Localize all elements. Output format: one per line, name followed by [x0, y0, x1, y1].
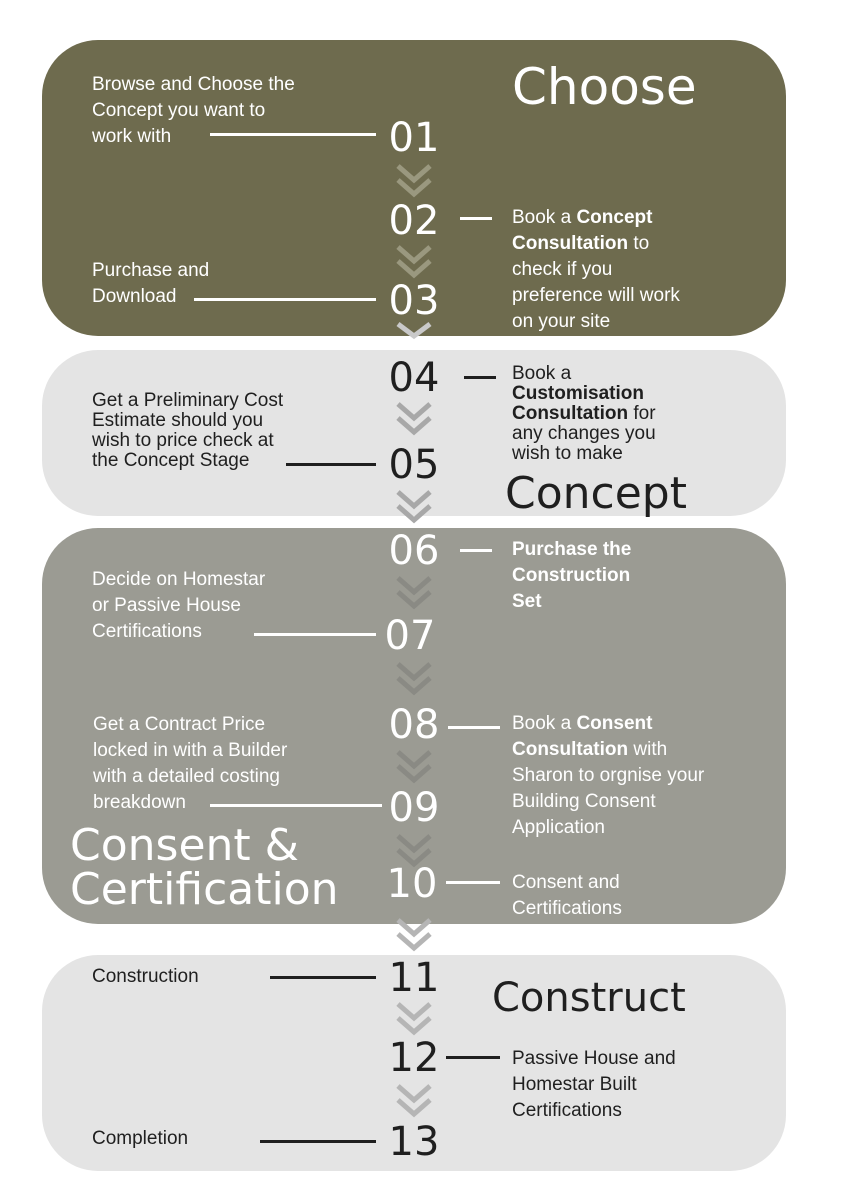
step-text-06: Purchase the Construction Set — [512, 539, 632, 612]
step-number-12: 12 — [388, 1035, 440, 1081]
chevron-down-icon — [398, 752, 430, 780]
connector-line-06 — [460, 549, 492, 552]
step-number-11: 11 — [388, 955, 440, 1001]
chevron-down-icon — [398, 1004, 430, 1032]
step-number-10: 10 — [386, 861, 438, 907]
heading-choose: Choose — [512, 58, 697, 116]
chevron-down-icon — [398, 324, 430, 336]
step-text-01: Browse and Choose the Concept you want to work with — [92, 74, 295, 147]
chevron-down-icon — [398, 578, 430, 606]
step-text-08: Book a Consent Consultation with Sharon to orgnise your Building Consent Application — [512, 713, 705, 838]
chevron-down-icon — [398, 404, 430, 432]
connector-line-11 — [270, 976, 376, 979]
connector-line-08 — [448, 726, 500, 729]
chevron-down-icon — [398, 1086, 430, 1114]
connector-line-02 — [460, 217, 492, 220]
step-number-06: 06 — [388, 528, 440, 574]
step-text-04: Book a Customisation Consultation for any changes you wish to make — [512, 363, 656, 464]
connector-line-13 — [260, 1140, 376, 1143]
step-text-10: Consent and Certifications — [512, 872, 622, 919]
chevron-down-icon — [398, 664, 430, 692]
heading-consent-line1: Consent & — [70, 820, 299, 871]
step-number-02: 02 — [388, 198, 440, 244]
connector-line-07 — [254, 633, 376, 636]
chevron-down-icon — [398, 920, 430, 948]
step-number-03: 03 — [388, 278, 440, 324]
step-number-05: 05 — [388, 442, 440, 488]
chevron-down-icon — [398, 247, 430, 275]
step-number-13: 13 — [388, 1119, 440, 1165]
step-number-09: 09 — [388, 785, 440, 831]
step-number-07: 07 — [384, 613, 436, 659]
chevron-down-icon — [398, 492, 430, 520]
step-text-11: Construction — [92, 966, 199, 987]
step-text-12: Passive House and Homestar Built Certifications — [512, 1048, 676, 1121]
step-text-03: Purchase and Download — [92, 260, 210, 307]
step-text-02: Book a Concept Consultation to check if you preference will work on your site — [512, 207, 680, 332]
step-text-13: Completion — [92, 1128, 189, 1149]
step-number-01: 01 — [388, 115, 440, 161]
connector-line-10 — [446, 881, 500, 884]
connector-line-03 — [194, 298, 376, 301]
step-text-05: Get a Preliminary Cost Estimate should you wish to price check at the Concept Stage — [92, 390, 284, 471]
heading-concept: Concept — [505, 468, 687, 519]
heading-consent-line2: Certification — [70, 864, 339, 915]
connector-line-12 — [446, 1056, 500, 1059]
step-number-08: 08 — [388, 702, 440, 748]
chevron-down-icon — [398, 836, 430, 864]
heading-construct: Construct — [492, 975, 686, 1021]
step-number-04: 04 — [388, 355, 440, 401]
chevron-down-icon — [398, 166, 430, 194]
step-text-09: Get a Contract Price locked in with a Builder with a detailed costing breakdown — [93, 714, 288, 813]
step-text-07: Decide on Homestar or Passive House Certifications — [92, 569, 266, 642]
connector-line-05 — [286, 463, 376, 466]
connector-line-04 — [464, 376, 496, 379]
